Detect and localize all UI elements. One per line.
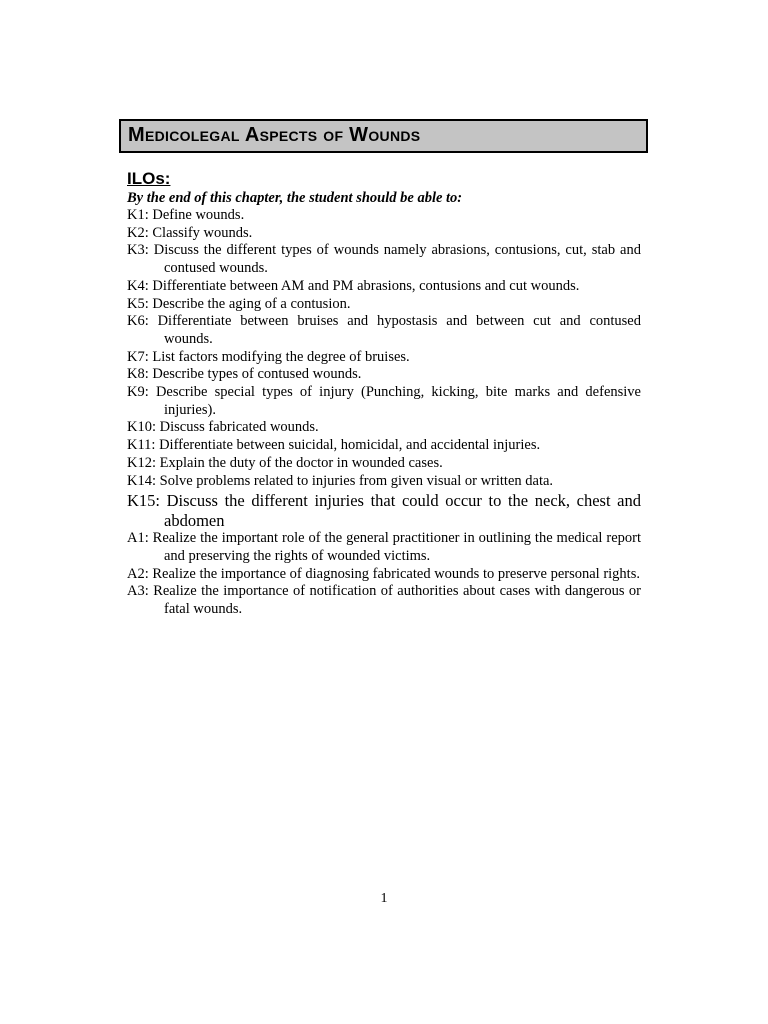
list-item: A2: Realize the importance of diagnosing fabricated wounds to preserve personal rights. (127, 565, 640, 582)
list-item: K14: Solve problems related to injuries from given visual or written data. (127, 472, 554, 489)
list-item: K10: Discuss fabricated wounds. (127, 419, 319, 436)
list-item: K7: List factors modifying the degree of bruises. (127, 348, 410, 365)
list-item: K1: Define wounds. (127, 207, 245, 223)
list-item: K11: Differentiate between suicidal, homicidal, and accidental injuries. (127, 437, 541, 454)
chapter-title-box (119, 119, 648, 153)
list-item: K15: Discuss the different injuries that could occur to the neck, chest and abdomen (127, 491, 641, 530)
list-item: K9: Describe special types of injury (Punching, kicking, bite marks and defensive injuries). (127, 384, 641, 418)
chapter-title: Medicolegal Aspects of Wounds (128, 124, 421, 146)
intro-text: By the end of this chapter, the student should be able to: (127, 190, 463, 206)
list-item: A3: Realize the importance of notification of authorities about cases with dangerous or fatal wounds. (127, 583, 641, 618)
page-number: 1 (380, 891, 388, 906)
list-item: K4: Differentiate between AM and PM abrasions, contusions and cut wounds. (127, 277, 580, 294)
list-item: K12: Explain the duty of the doctor in wounded cases. (127, 454, 443, 471)
list-item: A1: Realize the important role of the general practitioner in outlining the medical report and preserving the rights of wounded victims. (127, 530, 641, 564)
objectives-list (127, 207, 641, 619)
list-item: K8: Describe types of contused wounds. (127, 366, 362, 383)
list-item: K6: Differentiate between bruises and hypostasis and between cut and contused wounds. (127, 313, 641, 347)
list-item: K3: Discuss the different types of wounds namely abrasions, contusions, cut, stab and contused wounds. (127, 242, 641, 277)
list-item: K2: Classify wounds. (127, 224, 253, 241)
list-item: K5: Describe the aging of a contusion. (127, 295, 351, 312)
ilos-heading: ILOs: (127, 169, 171, 188)
